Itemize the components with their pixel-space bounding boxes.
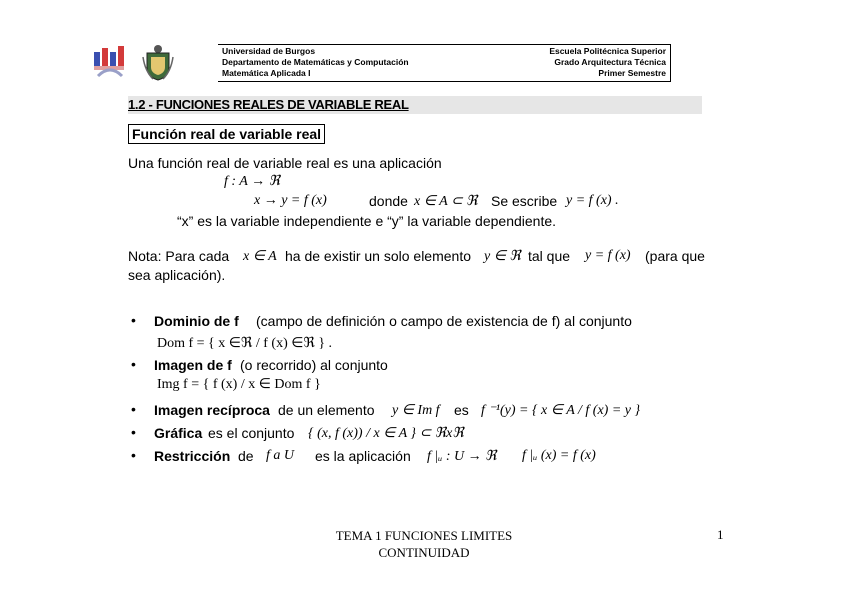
note-m1: x ∈ A (243, 249, 277, 264)
bullet-grafica: • (131, 424, 136, 440)
restriccion-m2: f |ᵤ : U → ℜ (427, 449, 497, 464)
note-p3: tal que (528, 248, 571, 264)
note-p1: Nota: Para cada (128, 248, 230, 264)
note-p2: ha de existir un solo elemento (285, 248, 471, 264)
bullet-restriccion: • (131, 447, 136, 463)
dominio-term: Dominio de f (154, 313, 239, 329)
definition-map: f : A → ℜ (224, 174, 280, 189)
header-left (222, 46, 409, 79)
definition-rule: x → y = f (x) (254, 193, 327, 208)
restriccion-de: de (238, 448, 254, 464)
university-logo (92, 42, 128, 78)
bullet-dominio: • (131, 312, 136, 328)
imagen-desc: (o recorrido) al conjunto (240, 357, 388, 373)
restriccion-term: Restricción (154, 448, 231, 464)
footer-line2: CONTINUIDAD (378, 545, 470, 560)
dominio-desc: (campo de definición o campo de existencia de f) al conjunto (256, 313, 632, 329)
header-degree: Grado Arquitectura Técnica (554, 57, 666, 67)
note-p4: (para que (645, 248, 705, 264)
header-school: Escuela Politécnica Superior (549, 46, 666, 56)
reciproca-term: Imagen recíproca (154, 402, 270, 418)
restriccion-desc: es la aplicación (315, 448, 411, 464)
note-line2: sea aplicación). (128, 267, 226, 283)
reciproca-m1: y ∈ Im f (392, 403, 440, 418)
footer-line1: TEMA 1 FUNCIONES LIMITES (335, 528, 513, 543)
definition-written: y = f (x) . (566, 193, 619, 208)
footer-title (324, 527, 524, 561)
note-m3: y = f (x) (585, 248, 631, 263)
header-semester: Primer Semestre (598, 68, 666, 78)
section-title: 1.2 - FUNCIONES REALES DE VARIABLE REAL (128, 97, 409, 112)
reciproca-m2: f ⁻¹(y) = { x ∈ A / f (x) = y } (481, 403, 641, 418)
header-right (549, 46, 666, 79)
restriccion-m3: f |ᵤ (x) = f (x) (522, 448, 596, 463)
header-box (218, 44, 671, 82)
imagen-term: Imagen de f (154, 357, 232, 373)
imagen-formula: Img f = { f (x) / x ∈ Dom f } (157, 377, 321, 392)
header-department: Departamento de Matemáticas y Computación (222, 57, 409, 67)
header-course: Matemática Aplicada I (222, 68, 311, 78)
definition-donde: donde (369, 193, 408, 209)
grafica-m1: { (x, f (x)) / x ∈ A } ⊂ ℜxℜ (308, 426, 464, 441)
definition-domain-cond: x ∈ A ⊂ ℜ (414, 194, 478, 209)
section-subtitle: Función real de variable real (128, 124, 325, 144)
grafica-term: Gráfica (154, 425, 203, 441)
bullet-reciproca: • (131, 401, 136, 417)
dominio-formula: Dom f = { x ∈ℜ / f (x) ∈ℜ } . (157, 336, 333, 351)
definition-intro: Una función real de variable real es una aplicación (128, 155, 442, 171)
header-university: Universidad de Burgos (222, 46, 316, 56)
definition-se-escribe: Se escribe (491, 193, 558, 209)
coat-of-arms-logo (141, 43, 175, 81)
grafica-desc: es el conjunto (208, 425, 295, 441)
page-number: 1 (717, 527, 724, 542)
definition-variables-note: “x” es la variable independiente e “y” la variable dependiente. (177, 213, 557, 229)
restriccion-m1: f a U (266, 448, 294, 463)
reciproca-desc: de un elemento (278, 402, 375, 418)
reciproca-es: es (454, 402, 469, 418)
bullet-imagen: • (131, 356, 136, 372)
note-m2: y ∈ ℜ (484, 249, 521, 264)
